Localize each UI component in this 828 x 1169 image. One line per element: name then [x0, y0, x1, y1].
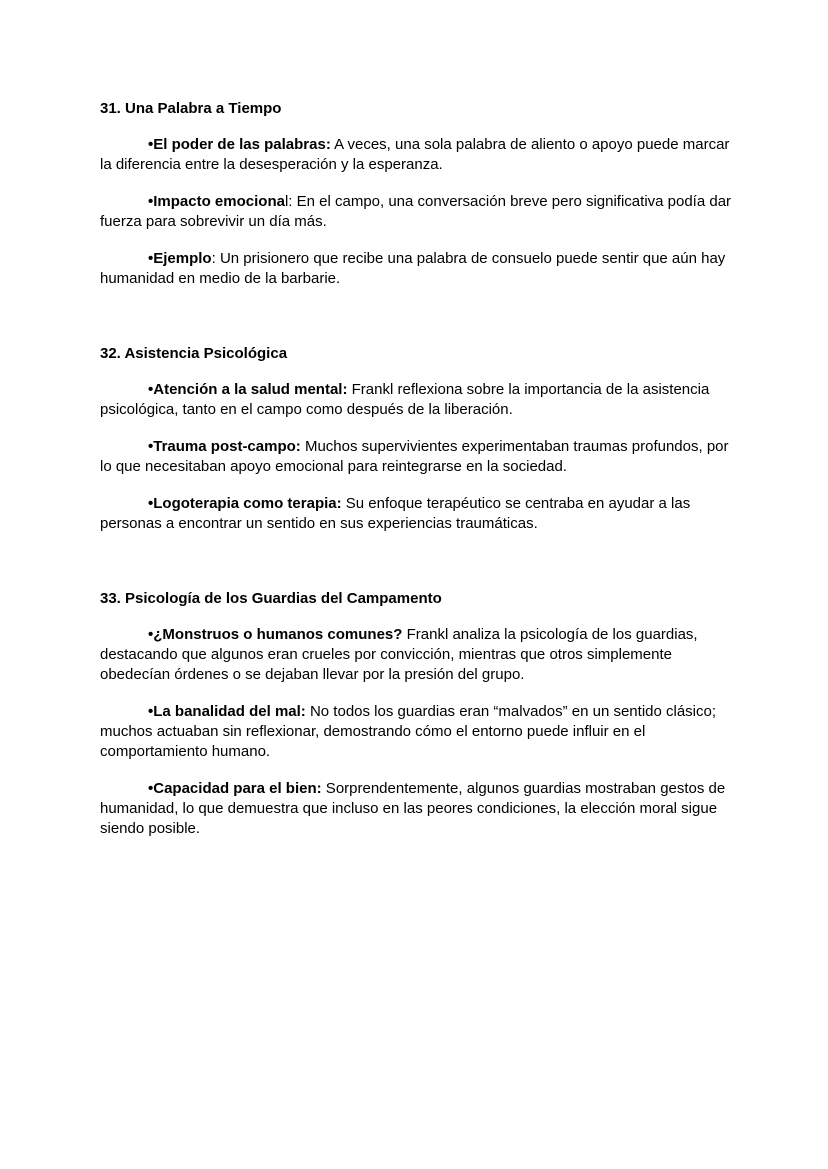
bullet-term: •Logoterapia como terapia: [148, 495, 342, 512]
bullet-term: •Ejemplo [148, 250, 212, 267]
bullet-paragraph [100, 380, 732, 420]
bullet-text: No todos los guardias eran “malvados” en un sentido clásico; muchos actuaban sin reflexionar, demostrando cómo el entorno puede influir en el comportamiento humano. [100, 703, 717, 760]
bullet-text: Muchos supervivientes experimentaban traumas profundos, por lo que necesitaban apoyo emocional para reintegrarse en la sociedad. [100, 438, 729, 475]
section-33 [100, 589, 732, 856]
bullet-term: •Trauma post-campo: [148, 438, 301, 455]
bullet-term: •Atención a la salud mental: [148, 381, 348, 398]
section-31 [100, 99, 732, 306]
bullet-term: •El poder de las palabras: [148, 136, 331, 153]
bullet-paragraph [100, 135, 732, 175]
section-title: 33. Psicología de los Guardias del Campamento [100, 590, 442, 607]
bullet-term: •Capacidad para el bien: [148, 780, 322, 797]
bullet-text: : Un prisionero que recibe una palabra de consuelo puede sentir que aún hay humanidad en medio de la barbarie. [100, 250, 726, 287]
bullet-term: •¿Monstruos o humanos comunes? [148, 626, 403, 643]
bullet-paragraph [100, 625, 732, 685]
bullet-term: •Impacto emociona [148, 193, 285, 210]
bullet-paragraph [100, 437, 732, 477]
section-title: 31. Una Palabra a Tiempo [100, 100, 282, 117]
bullet-text: Frankl analiza la psicología de los guardias, destacando que algunos eran crueles por convicción, mientras que otros simplemente obedecían órdenes o se dejaban llevar por la presión del grupo. [100, 626, 698, 683]
bullet-text: Sorprendentemente, algunos guardias mostraban gestos de humanidad, lo que demuestra que incluso en las peores condiciones, la elección moral sigue siendo posible. [100, 780, 726, 837]
bullet-text: Frankl reflexiona sobre la importancia de la asistencia psicológica, tanto en el campo como después de la liberación. [100, 381, 710, 418]
section-32 [100, 344, 732, 551]
bullet-term: •La banalidad del mal: [148, 703, 306, 720]
bullet-text: l: En el campo, una conversación breve pero significativa podía dar fuerza para sobrevivir un día más. [100, 193, 732, 230]
bullet-text: Su enfoque terapéutico se centraba en ayudar a las personas a encontrar un sentido en sus experiencias traumáticas. [100, 495, 691, 532]
bullet-paragraph [100, 249, 732, 289]
bullet-text: A veces, una sola palabra de aliento o apoyo puede marcar la diferencia entre la desesperación y la esperanza. [100, 136, 730, 173]
bullet-paragraph [100, 702, 732, 762]
bullet-paragraph [100, 192, 732, 232]
bullet-paragraph [100, 779, 732, 839]
section-title: 32. Asistencia Psicológica [100, 345, 288, 362]
bullet-paragraph [100, 494, 732, 534]
